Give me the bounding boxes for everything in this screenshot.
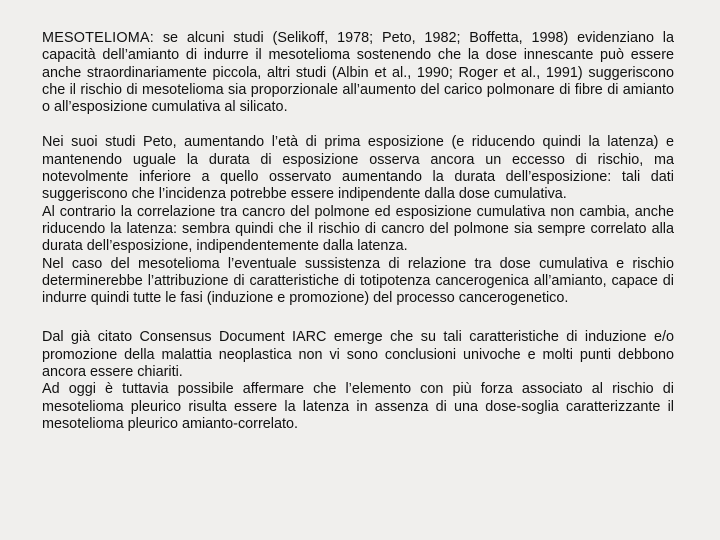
spacer xyxy=(42,116,674,134)
paragraph-mesotelioma-text: se alcuni studi (Selikoff, 1978; Peto, 1982; Boffetta, 1998) evidenziano la capacità dell’amianto di indurre il mesotelioma sostenendo che la dose innescante può essere anche straordinariamente piccola, altri studi (Albin et al., 1990; Roger et al., 1991) suggeriscono che il rischio di mesotelioma sia proporzionale all’aumento del carico polmonare di fibre di amianto o all’esposizione cumulativa al silicato. xyxy=(42,30,674,116)
paragraph-peto-group xyxy=(42,134,674,307)
paragraph-mesotelioma xyxy=(42,30,674,116)
paragraph-peto-studies: Nei suoi studi Peto, aumentando l’età di prima esposizione (e riducendo quindi la latenza) e mantenendo uguale la durata di esposizione osserva ancora un eccesso di rischio, ma notevolmente inferiore a quello osservato aumentando la durata dell’esposizione: tali dati suggeriscono che l’incidenza potrebbe essere indipendente dalla dose cumulativa. xyxy=(42,134,674,203)
paragraph-totipotency: Nel caso del mesotelioma l’eventuale sussistenza di relazione tra dose cumulativa e rischio determinerebbe l’attribuzione di caratteristiche di totipotenza cancerogenica all’amianto, capace di indurre quindi tutte le fasi (induzione e promozione) del processo cancerogenetico. xyxy=(42,255,674,307)
text-body xyxy=(42,30,674,433)
paragraph-latency-conclusion: Ad oggi è tuttavia possibile affermare che l’elemento con più forza associato al rischio di mesotelioma pleurico risulta essere la latenza in assenza di una dose-soglia caratterizzante il mesotelioma pleurico amianto-correlato. xyxy=(42,381,674,432)
paragraph-iarc-consensus: Dal già citato Consensus Document IARC emerge che su tali caratteristiche di induzione e/o promozione della malattia neoplastica non vi sono conclusioni univoche e molti punti debbono ancora essere chiariti. xyxy=(42,329,674,381)
paragraph-lung-cancer: Al contrario la correlazione tra cancro del polmone ed esposizione cumulativa non cambia, anche riducendo la latenza: sembra quindi che il rischio di cancro del polmone sia sempre correlato alla durata dell’esposizione, indipendentemente dalla latenza. xyxy=(42,203,674,255)
spacer xyxy=(42,307,674,329)
paragraph-iarc-group xyxy=(42,329,674,433)
term-mesotelioma: MESOTELIOMA: xyxy=(42,30,154,46)
